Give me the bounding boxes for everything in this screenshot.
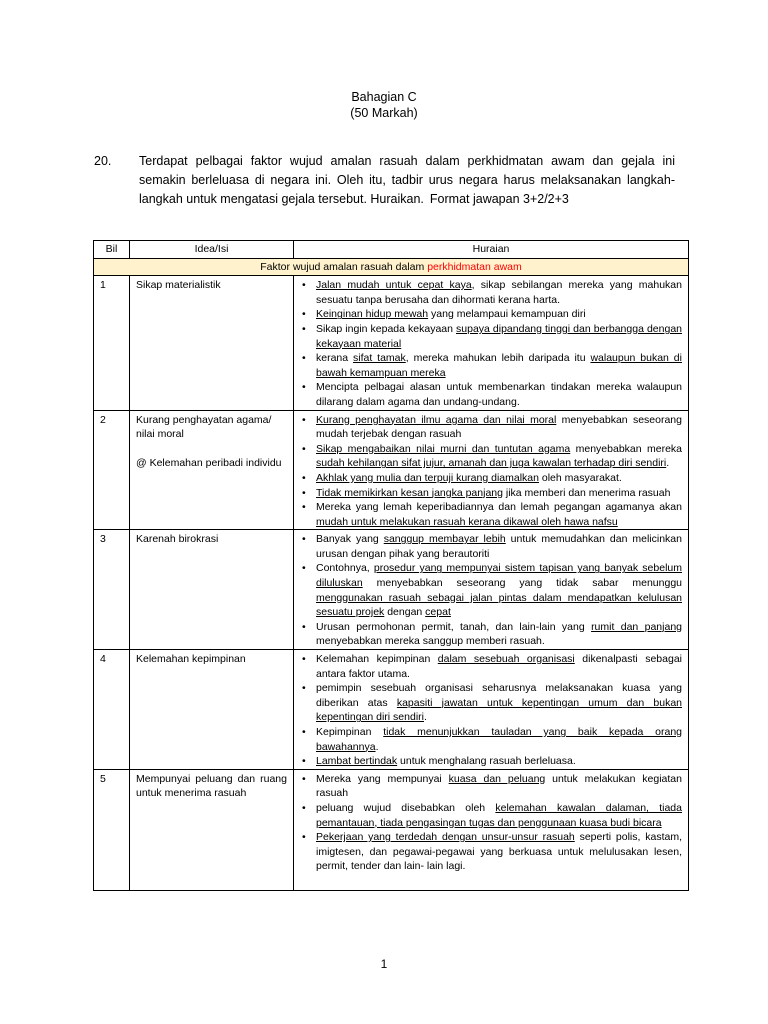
text-segment: oleh masyarakat. <box>538 471 622 484</box>
row-number: 4 <box>94 650 130 770</box>
row-number: 3 <box>94 530 130 650</box>
underlined-text: Tidak memikirkan kesan jangka panjang <box>316 486 503 499</box>
section-title: Bahagian C <box>351 90 417 104</box>
row-idea: Kelemahan kepimpinan <box>130 650 294 770</box>
huraian-list <box>300 652 682 769</box>
huraian-item <box>316 620 682 649</box>
underlined-text: menggunakan rasuah sebagai jalan pintas dalam mendapatkan kelulusan sesuatu projek <box>316 591 682 619</box>
text-segment: jika memberi dan menerima rasuah <box>502 486 671 499</box>
band-title <box>94 258 689 276</box>
huraian-item <box>316 801 682 830</box>
text-segment: untuk melakukan kegiatan rasuah <box>316 772 682 800</box>
text-segment: peluang wujud disebabkan oleh <box>316 801 496 814</box>
band-prefix: Faktor wujud amalan rasuah dalam <box>260 260 428 273</box>
text-segment: . <box>375 740 379 753</box>
text-segment: Sikap ingin kepada kekayaan <box>316 322 457 335</box>
text-segment: dengan <box>384 606 426 619</box>
table-row <box>94 650 689 770</box>
underlined-text: kelemahan kawalan dalaman, tiada pemantauan, tiada pengasingan tugas dan penggunaan kuasa budi bicara <box>316 801 682 829</box>
band-highlight: perkhidmatan awam <box>427 260 522 273</box>
answer-table <box>93 240 689 891</box>
header-huraian: Huraian <box>294 241 689 259</box>
text-segment: Banyak yang <box>316 533 384 546</box>
huraian-list <box>300 772 682 874</box>
huraian-item <box>316 278 682 307</box>
row-idea <box>130 410 294 530</box>
huraian-item <box>316 322 682 351</box>
huraian-list <box>300 413 682 530</box>
underlined-text: Akhlak yang mulia dan terpuji kurang diamalkan <box>316 471 539 484</box>
row-huraian <box>294 530 689 650</box>
huraian-item <box>316 442 682 471</box>
huraian-item <box>316 486 682 501</box>
text-segment: , sikap sebilangan mereka yang mahukan sesuatu tanpa berusaha dan dihormati kerana harta. <box>316 279 682 306</box>
row-huraian <box>294 410 689 530</box>
underlined-text: cepat <box>425 606 451 619</box>
underlined-text: kapasiti jawatan untuk kepentingan umum dan bukan kepentingan diri sendiri <box>316 696 682 724</box>
text-segment: Contohnya, <box>316 562 374 575</box>
underlined-text: Jalan mudah untuk cepat kaya <box>316 279 472 292</box>
question-number: 20. <box>94 154 112 168</box>
table-row <box>94 530 689 650</box>
underlined-text: Lambat bertindak <box>316 755 398 768</box>
question-body: Terdapat pelbagai faktor wujud amalan rasuah dalam perkhidmatan awam dan gejala ini semakin berleluasa di negara ini. Oleh itu, tadbir urus negara harus melaksanakan langkah-langkah untuk mengatasi gejala tersebut. Huraikan. <box>139 154 675 206</box>
underlined-text: walaupun bukan di bawah kemampuan mereka <box>316 352 682 379</box>
table-row <box>94 410 689 530</box>
text-segment: untuk menghalang rasuah berleluasa. <box>397 755 576 768</box>
section-marks: (50 Markah) <box>350 106 418 120</box>
huraian-item <box>316 471 682 486</box>
huraian-item <box>316 772 682 801</box>
huraian-list <box>300 532 682 649</box>
text-segment: untuk memudahkan dan melicinkan urusan dengan pihak yang berautoriti <box>316 533 682 560</box>
idea-alt-text: @ Kelemahan peribadi individu <box>136 456 282 469</box>
row-idea: Sikap materialistik <box>130 276 294 410</box>
table-row <box>94 276 689 410</box>
huraian-item <box>316 652 682 681</box>
row-number: 2 <box>94 410 130 530</box>
question-text <box>139 152 675 209</box>
underlined-text: tidak menunjukkan tauladan yang baik kepada orang bawahannya <box>316 726 683 753</box>
underlined-text: dalam sesebuah organisasi <box>437 653 575 666</box>
underlined-text: Kurang penghayatan ilmu agama dan nilai moral <box>316 413 557 426</box>
row-huraian <box>294 769 689 890</box>
underlined-text: Pekerjaan yang terdedah dengan unsur-unsur rasuah <box>316 831 575 844</box>
underlined-text: sifat tamak <box>353 352 406 365</box>
huraian-item <box>316 681 682 725</box>
header-bil: Bil <box>94 241 130 259</box>
row-idea: Karenah birokrasi <box>130 530 294 650</box>
text-segment: Mereka yang mempunyai <box>316 772 449 785</box>
text-segment: menyebabkan seseorang mudah terjebak dengan rasuah <box>316 413 682 441</box>
huraian-item <box>316 500 682 529</box>
huraian-item <box>316 725 682 754</box>
underlined-text: kuasa dan peluang <box>448 772 546 785</box>
text-segment: dikenalpasti sebagai antara faktor utama. <box>316 653 682 680</box>
text-segment: pemimpin sesebuah organisasi seharusnya melaksanakan kuasa yang diberikan atas <box>316 682 682 709</box>
huraian-item <box>316 830 682 874</box>
text-segment: menyebabkan seseorang yang tidak sabar menunggu <box>362 577 682 590</box>
huraian-item <box>316 307 682 322</box>
row-number: 5 <box>94 769 130 890</box>
idea-text: Kurang penghayatan agama/ nilai moral <box>136 413 272 441</box>
underlined-text: mudah untuk melakukan rasuah kerana dikawal oleh hawa nafsu <box>316 515 618 528</box>
header-idea: Idea/Isi <box>130 241 294 259</box>
row-idea: Mempunyai peluang dan ruang untuk menerima rasuah <box>130 769 294 890</box>
underlined-text: Sikap mengabaikan nilai murni dan tuntutan agama <box>316 442 571 455</box>
text-segment: . <box>423 711 427 724</box>
underlined-text: sudah kehilangan sifat jujur, amanah dan juga kawalan terhadap diri sendiri <box>316 457 667 470</box>
text-segment: yang melampaui kemampuan diri <box>428 308 586 321</box>
huraian-item <box>316 754 682 769</box>
table-header-row <box>94 241 689 259</box>
answer-format: Format jawapan 3+2/2+3 <box>429 192 569 206</box>
underlined-text: Keinginan hidup mewah <box>316 308 429 321</box>
text-segment: kerana <box>316 352 354 365</box>
text-segment: , mereka mahukan lebih daripada itu <box>405 352 591 365</box>
page-number: 1 <box>380 957 388 971</box>
underlined-text: sanggup membayar lebih <box>383 533 506 546</box>
band-row <box>94 258 689 276</box>
text-segment: Kelemahan kepimpinan <box>316 653 438 666</box>
text-segment: Mencipta pelbagai alasan untuk membenarkan tindakan mereka walaupun dilarang dalam agama dan undang-undang. <box>316 381 682 408</box>
underlined-text: rumit dan panjang <box>591 620 682 633</box>
huraian-item <box>316 351 682 380</box>
text-segment: menyebabkan mereka sanggup memberi rasuah. <box>316 635 545 648</box>
huraian-list <box>300 278 682 409</box>
huraian-item <box>316 532 682 561</box>
text-segment: seperti polis, kastam, imigtesen, dan pegawai-pegawai yang berkuasa untuk melulusakan lesen, permit, tender dan lain- lain lagi. <box>316 831 682 873</box>
text-segment: Urusan permohonan permit, tanah, dan lain-lain yang <box>316 620 592 633</box>
huraian-item <box>316 561 682 619</box>
huraian-item <box>316 380 682 409</box>
row-huraian <box>294 276 689 410</box>
text-segment: Kepimpinan <box>316 726 384 738</box>
underlined-text: supaya dipandang tinggi dan berbangga dengan kekayaan material <box>316 322 682 350</box>
underlined-text: prosedur yang mempunyai sistem tapisan yang banyak sebelum diluluskan <box>316 562 682 590</box>
row-huraian <box>294 650 689 770</box>
row-number: 1 <box>94 276 130 410</box>
text-segment: . <box>666 457 670 470</box>
huraian-item <box>316 413 682 442</box>
text-segment: Mereka yang lemah keperibadiannya dan lemah pegangan agamanya akan <box>316 501 682 514</box>
text-segment: menyebabkan mereka <box>570 442 682 455</box>
table-row <box>94 769 689 890</box>
